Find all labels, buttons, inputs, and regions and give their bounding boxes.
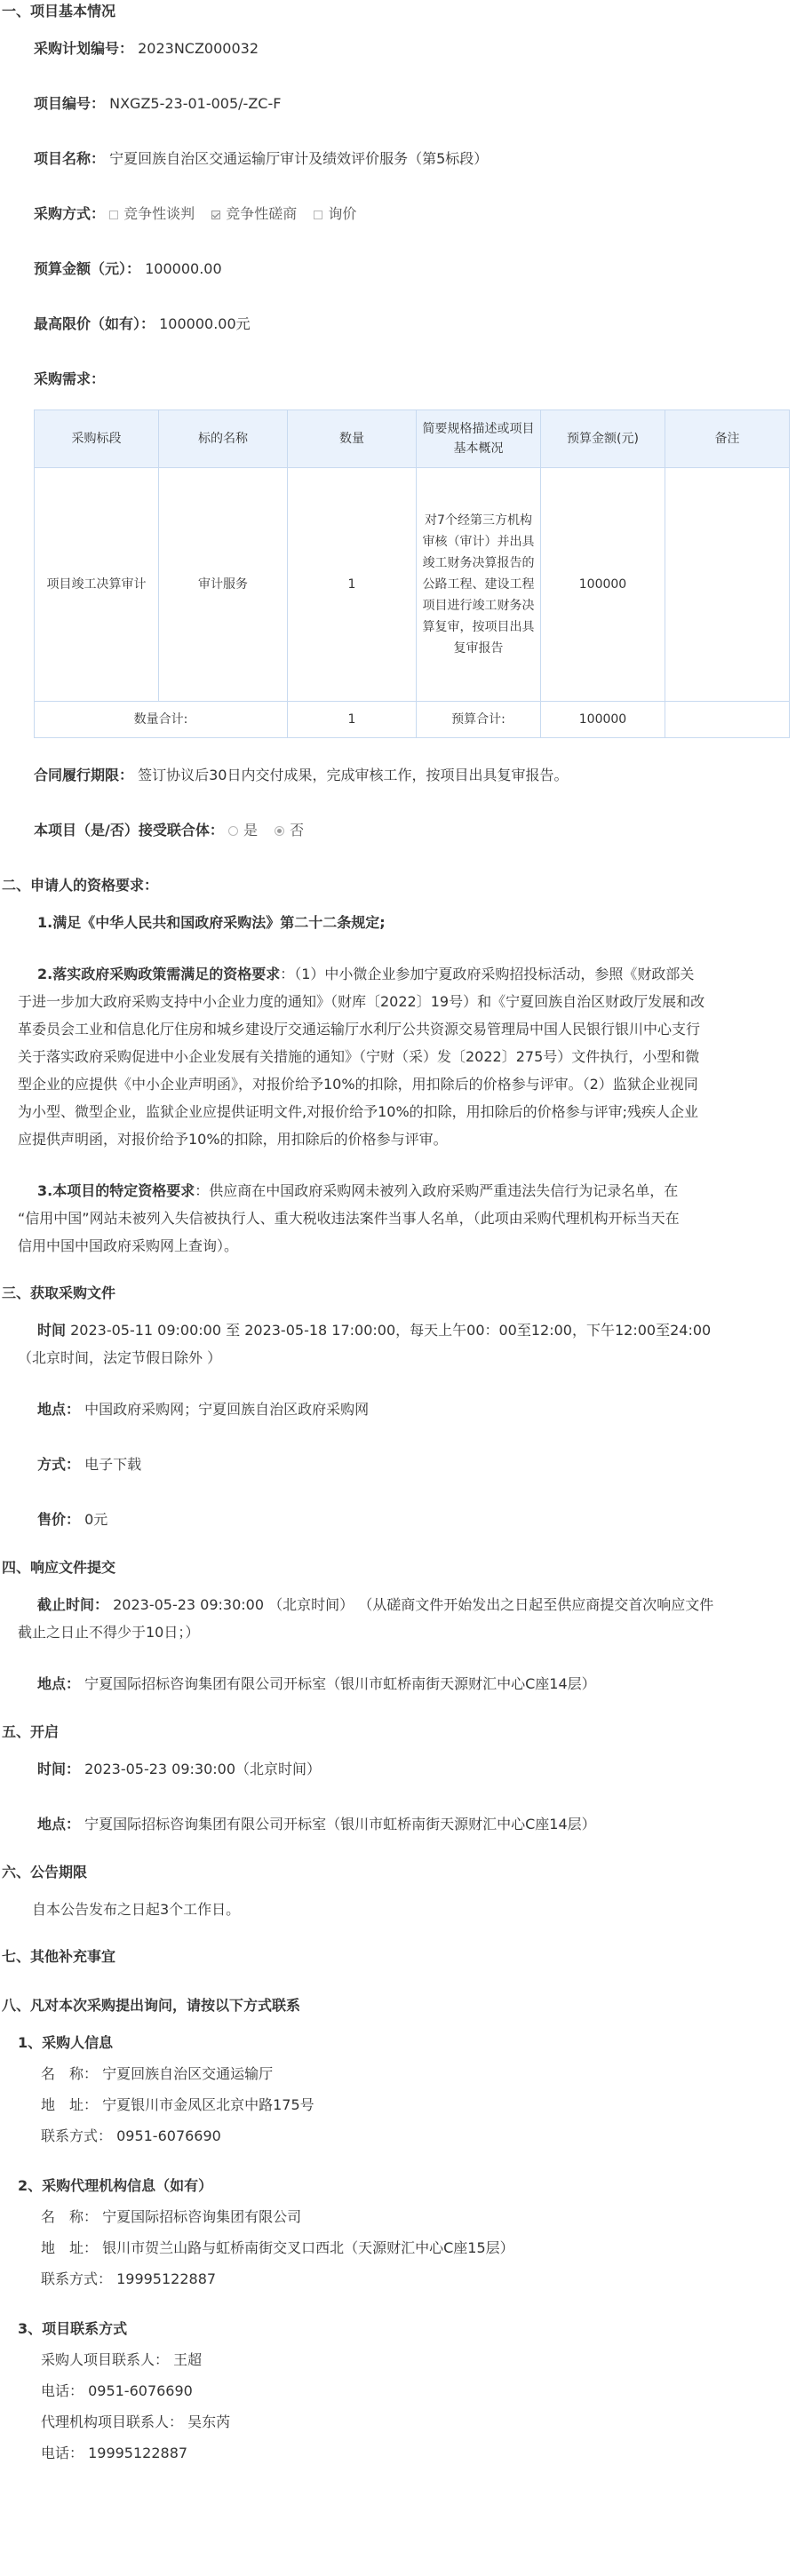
project-contact-title: 3、项目联系方式 xyxy=(18,2320,128,2337)
table-cell xyxy=(665,468,790,702)
table-total-row xyxy=(35,702,790,738)
radio-icon xyxy=(228,826,238,836)
qualification-2-label: 2.落实政府采购政策需满足的资格要求 xyxy=(37,966,281,982)
obtain-place-value: 中国政府采购网；宁夏回族自治区政府采购网 xyxy=(84,1401,370,1418)
project-name-row xyxy=(34,147,488,168)
section5-title: 五、开启 xyxy=(2,1723,60,1740)
buyer-contact-person: 采购人项目联系人： 王超 xyxy=(41,2351,203,2368)
qualification-2-line: 革委员会工业和信息化厅住房和城乡建设厅交通运输厅水利厅公共资源交易管理局中国人民银行银川中心支行 xyxy=(18,1021,701,1038)
consortium-row xyxy=(34,819,316,839)
agent-info-title: 2、采购代理机构信息（如有） xyxy=(18,2177,213,2194)
table-header-row xyxy=(35,410,790,468)
table-row xyxy=(35,468,790,702)
agent-contact-phone: 电话： 19995122887 xyxy=(41,2445,188,2461)
qualification-3-label: 3.本项目的特定资格要求 xyxy=(37,1182,195,1199)
total-qty-label: 数量合计: xyxy=(35,702,288,738)
checkbox-icon xyxy=(314,211,322,219)
table-header: 预算金额(元) xyxy=(541,410,665,468)
deadline-value: 2023-05-23 09:30:00 （北京时间） （从磋商文件开始发出之日起至供应商提交首次响应文件 xyxy=(113,1596,714,1613)
consortium-option-yes[interactable]: 是 xyxy=(228,822,258,839)
open-time-value: 2023-05-23 09:30:00（北京时间） xyxy=(84,1761,322,1777)
qualification-3-line: 3.本项目的特定资格要求：供应商在中国政府采购网未被列入政府采购严重违法失信行为记录名单，在 xyxy=(37,1182,679,1199)
requirements-label: 采购需求： xyxy=(34,370,106,387)
requirements-table xyxy=(34,409,790,738)
deadline-note: 截止之日止不得少于10日；） xyxy=(18,1624,200,1641)
obtain-place-row xyxy=(37,1398,369,1419)
contract-period-row xyxy=(34,764,568,784)
qualification-1: 1.满足《中华人民共和国政府采购法》第二十二条规定; xyxy=(37,914,386,931)
max-price-row xyxy=(34,313,251,333)
max-price-label: 最高限价（如有）： xyxy=(34,315,155,332)
table-header: 数量 xyxy=(288,410,417,468)
section6-title: 六、公告期限 xyxy=(2,1864,88,1880)
obtain-place-label: 地点： xyxy=(37,1401,81,1418)
agent-address: 地 址： 银川市贺兰山路与虹桥南街交叉口西北（天源财汇中心C座15层） xyxy=(41,2239,514,2256)
consortium-label: 本项目（是/否）接受联合体： xyxy=(34,822,224,839)
obtain-way-row xyxy=(37,1453,141,1474)
plan-number-row xyxy=(34,37,259,58)
table-cell: 审计服务 xyxy=(159,468,288,702)
section4-title: 四、响应文件提交 xyxy=(2,1559,116,1576)
qualification-2-line: 于进一步加大政府采购支持中小企业力度的通知》（财库〔2022〕19号）和《宁夏回族自治区财政厅发展和改 xyxy=(18,993,705,1010)
agent-name: 名 称： 宁夏国际招标咨询集团有限公司 xyxy=(41,2208,302,2225)
table-header: 简要规格描述或项目基本概况 xyxy=(417,410,541,468)
plan-number-value: 2023NCZ000032 xyxy=(138,40,259,57)
section3-title: 三、获取采购文件 xyxy=(2,1284,116,1301)
agent-phone: 联系方式： 19995122887 xyxy=(41,2270,217,2287)
radio-checked-icon xyxy=(275,826,284,836)
qualification-3-line: “信用中国”网站未被列入失信被执行人、重大税收违法案件当事人名单，（此项由采购代理机构开标当天在 xyxy=(18,1210,680,1227)
submit-place-value: 宁夏国际招标咨询集团有限公司开标室（银川市虹桥南街天源财汇中心C座14层） xyxy=(84,1675,596,1692)
project-name-value: 宁夏回族自治区交通运输厅审计及绩效评价服务（第5标段） xyxy=(109,150,489,167)
project-number-row xyxy=(34,92,281,113)
open-place-label: 地点： xyxy=(37,1816,81,1833)
table-header: 备注 xyxy=(665,410,790,468)
deadline-row xyxy=(37,1594,713,1614)
open-time-label: 时间： xyxy=(37,1761,81,1777)
total-budget-value: 100000 xyxy=(541,702,665,738)
agent-contact-person: 代理机构项目联系人： 吴东芮 xyxy=(41,2413,231,2430)
max-price-value: 100000.00元 xyxy=(159,315,251,332)
section1-title: 一、项目基本情况 xyxy=(2,3,116,20)
checkbox-checked-icon xyxy=(211,211,220,219)
total-qty-value: 1 xyxy=(288,702,417,738)
notice-period-text: 自本公告发布之日起3个工作日。 xyxy=(32,1901,241,1918)
project-number-label: 项目编号： xyxy=(34,95,106,112)
obtain-way-label: 方式： xyxy=(37,1456,81,1473)
project-number-value: NXGZ5-23-01-005/-ZC-F xyxy=(109,95,282,112)
deadline-label: 截止时间： xyxy=(37,1596,109,1613)
table-cell: 1 xyxy=(288,468,417,702)
purchase-method-label: 采购方式： xyxy=(34,205,106,222)
submit-place-label: 地点： xyxy=(37,1675,81,1692)
budget-value: 100000.00 xyxy=(145,260,222,277)
method-option-consultation[interactable]: 竞争性磋商 xyxy=(211,205,297,222)
method-option-negotiation[interactable]: 竞争性谈判 xyxy=(109,205,195,222)
obtain-price-row xyxy=(37,1508,107,1529)
checkbox-icon xyxy=(109,211,118,219)
budget-row xyxy=(34,258,222,278)
buyer-name: 名 称： 宁夏回族自治区交通运输厅 xyxy=(41,2065,274,2082)
buyer-info-title: 1、采购人信息 xyxy=(18,2034,114,2051)
obtain-price-value: 0元 xyxy=(84,1511,108,1528)
qualification-2-line: 为小型、微型企业，监狱企业应提供证明文件,对报价给予10%的扣除，用扣除后的价格参与评审;残疾人企业 xyxy=(18,1103,699,1120)
budget-label: 预算金额（元）： xyxy=(34,260,141,277)
table-cell xyxy=(665,702,790,738)
table-cell: 100000 xyxy=(541,468,665,702)
project-name-label: 项目名称： xyxy=(34,150,106,167)
table-cell: 项目竣工决算审计 xyxy=(35,468,159,702)
buyer-phone: 联系方式： 0951-6076690 xyxy=(41,2127,221,2144)
purchase-method-row xyxy=(34,203,369,223)
table-cell: 对7个经第三方机构审核（审计）并出具竣工财务决算报告的公路工程、建设工程项目进行竣工财务决算复审，按项目出具复审报告 xyxy=(417,468,541,702)
plan-number-label: 采购计划编号： xyxy=(34,40,134,57)
obtain-time-label: 时间 xyxy=(37,1322,67,1339)
open-place-value: 宁夏国际招标咨询集团有限公司开标室（银川市虹桥南街天源财汇中心C座14层） xyxy=(84,1816,596,1833)
open-time-row xyxy=(37,1758,321,1778)
qualification-2-line: 2.落实政府采购政策需满足的资格要求：（1）中小微企业参加宁夏政府采购招投标活动，参照《财政部关 xyxy=(37,966,695,982)
consortium-option-no[interactable]: 否 xyxy=(275,822,304,839)
total-budget-label: 预算合计: xyxy=(417,702,541,738)
obtain-time-note: （北京时间，法定节假日除外 ） xyxy=(18,1349,222,1366)
obtain-way-value: 电子下载 xyxy=(84,1456,142,1473)
obtain-price-label: 售价： xyxy=(37,1511,81,1528)
submit-place-row xyxy=(37,1673,596,1693)
section2-title: 二、申请人的资格要求： xyxy=(2,877,159,894)
method-option-inquiry[interactable]: 询价 xyxy=(314,205,356,222)
buyer-contact-phone: 电话： 0951-6076690 xyxy=(41,2382,193,2399)
table-header: 采购标段 xyxy=(35,410,159,468)
obtain-time-value: 2023-05-11 09:00:00 至 2023-05-18 17:00:00，每天上午00：00至12:00，下午12:00至24:00 xyxy=(70,1322,712,1339)
contract-period-label: 合同履行期限： xyxy=(34,767,134,783)
buyer-address: 地 址： 宁夏银川市金凤区北京中路175号 xyxy=(41,2096,314,2113)
qualification-2-line: 应提供声明函，对报价给予10%的扣除，用扣除后的价格参与评审。 xyxy=(18,1131,448,1148)
section7-title: 七、其他补充事宜 xyxy=(2,1948,116,1965)
contract-period-value: 签订协议后30日内交付成果，完成审核工作，按项目出具复审报告。 xyxy=(138,767,569,783)
table-header: 标的名称 xyxy=(159,410,288,468)
qualification-2-line: 关于落实政府采购促进中小企业发展有关措施的通知》（宁财（采）发〔2022〕275号）文件执行，小型和微 xyxy=(18,1048,700,1065)
section8-title: 八、凡对本次采购提出询问，请按以下方式联系 xyxy=(2,1997,301,2014)
qualification-3-line: 信用中国中国政府采购网上查询）。 xyxy=(18,1237,239,1254)
qualification-2-line: 型企业的应提供《中小企业声明函》，对报价给予10%的扣除，用扣除后的价格参与评审。（2）监狱企业视同 xyxy=(18,1076,698,1093)
open-place-row xyxy=(37,1813,596,1833)
obtain-time-row xyxy=(37,1319,711,1340)
